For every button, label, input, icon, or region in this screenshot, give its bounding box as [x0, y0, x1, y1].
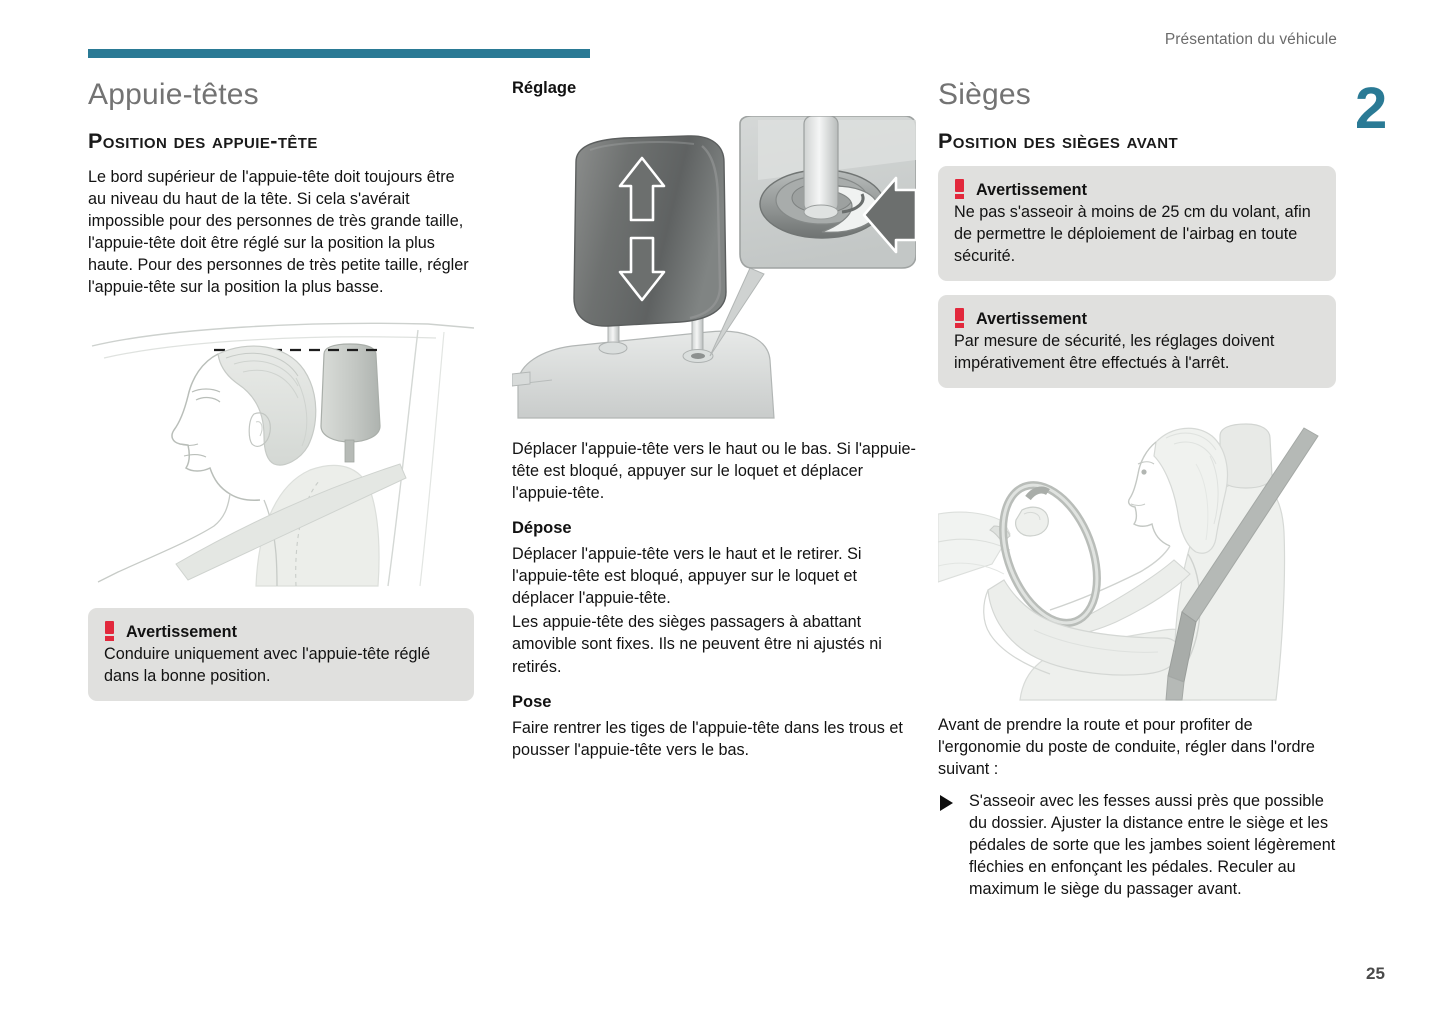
header-rule: [88, 49, 590, 58]
column-right: [938, 78, 1336, 906]
running-header: Présentation du véhicule: [1164, 31, 1337, 48]
warning-box-headrest: [88, 608, 474, 701]
section-heading-position-sieges-avant: Position des sièges avant: [938, 128, 1179, 153]
warning-exclamation-icon: [954, 179, 967, 198]
warning-box-adjust-when-stopped: [938, 295, 1336, 388]
page-number: 25: [1366, 964, 1385, 983]
paragraph-seat-intro: Avant de prendre la route et pour profiter de l'ergonomie du poste de conduite, régler dans l'ordre suivant :: [938, 715, 1315, 778]
paragraph-position-appuie-tete: Le bord supérieur de l'appuie-tête doit toujours être au niveau du haut de la tête. Si cela s'avérait impossible pour des personnes de très grande taille, l'appuie-tête doit être réglé sur la position la plus haute. Pour des personnes de très petite taille, régler l'appuie-tête sur la position la plus basse.: [88, 167, 469, 296]
figure-driver-seating-position: [938, 414, 1336, 702]
subheading-depose: Dépose: [512, 518, 572, 537]
warning-exclamation-icon: [954, 308, 967, 327]
paragraph-depose-1: Déplacer l'appuie-tête vers le haut et le retirer. Si l'appuie-tête est bloqué, appuyer sur le loquet et déplacer l'appuie-tête.: [512, 545, 862, 608]
head-position-illustration: [88, 318, 474, 590]
column-left: [88, 78, 474, 715]
warning-box-airbag-distance: [938, 166, 1336, 281]
warning-text: Ne pas s'asseoir à moins de 25 cm du volant, afin de permettre le déploiement de l'airbag en toute sécurité.: [954, 202, 1311, 265]
subheading-pose: Pose: [512, 692, 552, 711]
seat-adjust-steps: [938, 790, 1336, 900]
headrest-adjust-illustration: [512, 116, 916, 426]
warning-text: Conduire uniquement avec l'appuie-tête réglé dans la bonne position.: [104, 644, 431, 685]
warning-title: Avertissement: [976, 309, 1087, 328]
page-title-sieges: Sièges: [938, 78, 1031, 111]
chapter-number-tab: 2: [1355, 76, 1387, 141]
subheading-reglage: Réglage: [512, 79, 577, 97]
list-item-text: S'asseoir avec les fesses aussi près que possible du dossier. Ajuster la distance entre le siège et les pédales de sorte que les jambes soient légèrement fléchies en enfonçant les pédales. Reculer au maximum le siège du passager avant.: [969, 791, 1336, 899]
paragraph-pose: Faire rentrer les tiges de l'appuie-tête dans les trous et pousser l'appuie-tête vers le bas.: [512, 719, 903, 760]
list-item: [938, 790, 1336, 900]
warning-title: Avertissement: [976, 180, 1087, 199]
section-heading-position-appuie-tete: Position des appuie-tête: [88, 128, 318, 153]
page-title-appuie-tetes: Appuie-têtes: [88, 78, 259, 111]
paragraph-reglage: Déplacer l'appuie-tête vers le haut ou le bas. Si l'appuie-tête est bloqué, appuyer sur le loquet et déplacer l'appuie-tête.: [512, 439, 916, 502]
figure-headrest-adjust: [512, 116, 916, 426]
paragraph-depose-2: Les appuie-tête des sièges passagers à abattant amovible sont fixes. Ils ne peuvent être ni ajustés ni retirés.: [512, 613, 882, 676]
triangle-bullet-icon: [940, 795, 953, 811]
warning-exclamation-icon: [104, 621, 117, 640]
figure-head-position: [88, 318, 474, 590]
driver-seating-illustration: [938, 414, 1336, 702]
column-middle: [512, 78, 916, 763]
warning-text: Par mesure de sécurité, les réglages doivent impérativement être effectués à l'arrêt.: [954, 331, 1275, 372]
warning-title: Avertissement: [126, 622, 237, 641]
